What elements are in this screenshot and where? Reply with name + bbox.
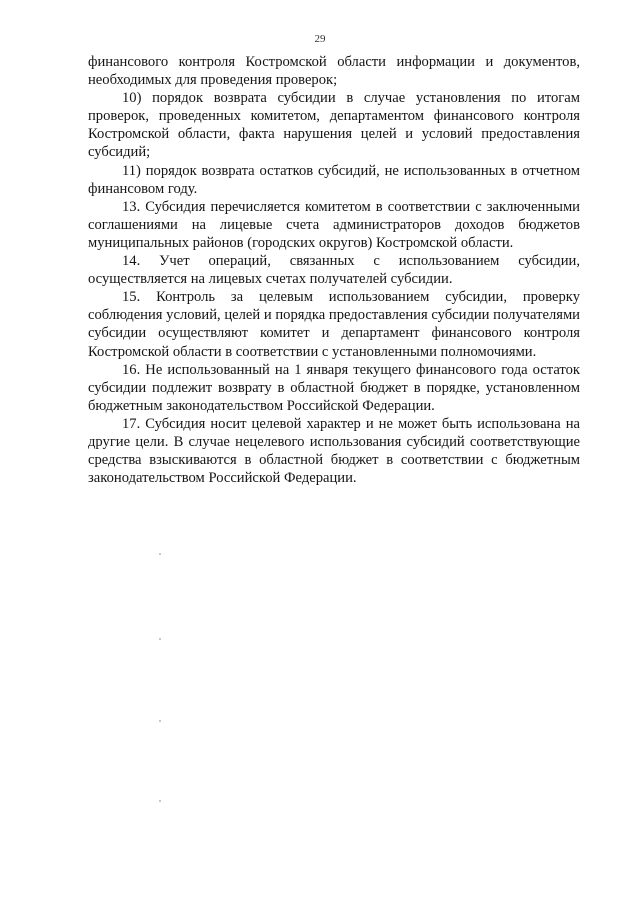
paragraph-item-10: 10) порядок возврата субсидии в случае установления по итогам проверок, проведенных комитетом, департаментом финансового контроля Костромской области, факта нарушения целей и условий предоставления субсидий; [88,90,580,161]
paragraph-14: 14. Учет операций, связанных с использованием субсидии, осуществляется на лицевых счетах получателей субсидии. [88,253,580,288]
scan-speck [159,800,161,802]
scan-speck [159,638,161,640]
paragraph-16: 16. Не использованный на 1 января текущего финансового года остаток субсидии подлежит возврату в областной бюджет в порядке, установленном бюджетным законодательством Российской Федерации. [88,361,580,414]
paragraph-17: 17. Субсидия носит целевой характер и не может быть использована на другие цели. В случае нецелевого использования субсидий соответствующие средства взыскиваются в областной бюджет в соответствии с бюджетным законодательством Российской Федерации. [88,415,580,487]
paragraph-item-11: 11) порядок возврата остатков субсидий, не использованных в отчетном финансовом году. [88,162,580,197]
paragraph-continuation: финансового контроля Костромской области информации и документов, необходимых для проведения проверок; [88,54,580,89]
page-number: 29 [314,33,326,45]
scan-speck [159,720,161,722]
scan-speck [159,553,161,555]
paragraph-15: 15. Контроль за целевым использованием субсидии, проверку соблюдения условий, целей и порядка предоставления субсидии получателями субсидии осуществляют комитет и департамент финансового контроля Костромской области в соответствии с установленными полномочиями. [88,289,580,360]
paragraph-13: 13. Субсидия перечисляется комитетом в соответствии с заключенными соглашениями на лицевые счета администраторов доходов бюджетов муниципальных районов (городских округов) Костромской области. [88,198,580,251]
document-body [88,53,580,487]
